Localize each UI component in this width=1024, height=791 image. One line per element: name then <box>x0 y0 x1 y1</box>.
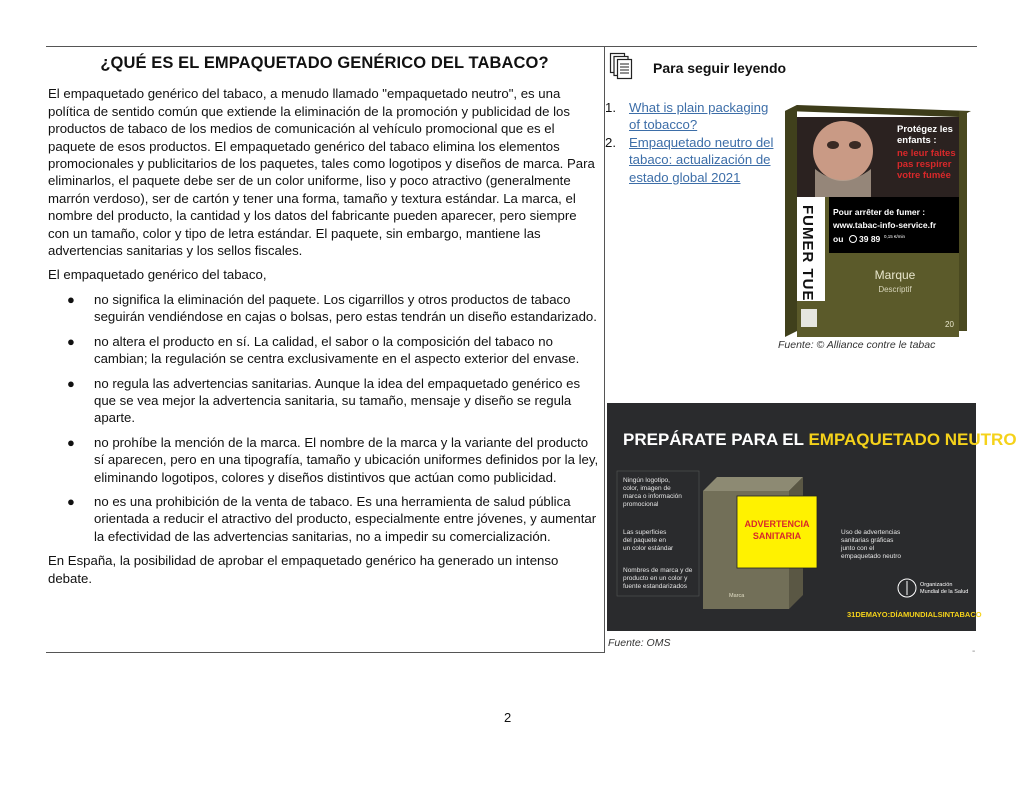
banner-label: un color estándar <box>623 545 674 552</box>
reading-list <box>605 99 777 186</box>
banner-title: PREPÁRATE PARA EL EMPAQUETADO NEUTRO <box>623 430 1017 449</box>
sidebar <box>605 47 1017 653</box>
banner-label: producto en un color y <box>623 575 688 582</box>
banner-footer: 31DEMAYO:DÍAMUNDIALSINTABACO <box>847 610 982 619</box>
further-reading-header <box>609 52 786 80</box>
pack-quit-rate: 0,15 €/min <box>884 234 906 239</box>
pack-count: 20 <box>945 320 954 329</box>
banner-label: Nombres de marca y de <box>623 567 693 574</box>
pack-warning-line: pas respirer <box>897 159 952 170</box>
intro-paragraph: El empaquetado genérico del tabaco, a menudo llamado "empaquetado neutro", es una política de sentido común que extiende la eliminación de la promoción y publicidad de los productos de tabaco de los medios de comunicación al vehículo promocional que es el paquete de esos productos. El empaquetado genérico del tabaco elimina los elementos promocionales y publicitarios de los paquetes, tales como logotipos y diseños de marca. Para eliminarlos, el paquete debe ser de un color uniforme, liso y poco atractivo (generalmente marrón verdoso), ser de cartón y tener una forma, tamaño y textura estándar. La marca, el nombre del producto, la cantidad y los datos del fabricante pueden aparecer, pero siempre con un tamaño, color y tipo de letra estándar. El paquete, sin embargo, mantiene las advertencias sanitarias y los sellos fiscales. <box>48 86 595 259</box>
link-empaquetado-neutro-2021[interactable]: Empaquetado neutro del tabaco: actualización de estado global 2021 <box>629 134 774 185</box>
pack-quit-line: Pour arrêter de fumer : <box>833 207 926 217</box>
page-number: 2 <box>504 710 512 725</box>
banner-warning: SANITARIA <box>752 531 802 541</box>
list-number: 1. <box>605 100 616 115</box>
pack-quit-url: www.tabac-info-service.fr <box>833 220 937 230</box>
bullet-item <box>48 375 601 427</box>
banner-warning: ADVERTENCIA <box>744 519 810 529</box>
banner-box-brand: Marca <box>729 593 745 599</box>
main-column <box>48 52 601 594</box>
banner-label: Las superficies <box>623 529 667 536</box>
pack-descriptor: Descriptif <box>878 285 912 294</box>
pack-brand: Marque <box>874 268 916 282</box>
bullet-text: no regula las advertencias sanitarias. Aunque la idea del empaquetado genérico es que se vea mejor la advertencia sanitaria, su tamaño, mensaje y diseño se regula aparte. <box>94 375 581 426</box>
banner-label: sanitarias gráficas <box>841 537 894 544</box>
photo-source-caption: Fuente: © Alliance contre le tabac <box>778 339 936 351</box>
bullet-dot-icon: ● <box>67 493 75 509</box>
pack-quit-or: ou <box>833 234 844 244</box>
bullet-dot-icon: ● <box>67 434 75 450</box>
link-what-is-plain-packaging[interactable]: What is plain packaging of tobacco? <box>629 100 769 133</box>
banner-label: promocional <box>623 501 659 508</box>
bullet-text: no significa la eliminación del paquete. Los cigarrillos y otros productos de tabaco seguirán vendiéndose en cajas o bolsas, pero estas tendrán un diseño estandarizado. <box>94 291 597 325</box>
plain-pack-photo <box>785 105 971 337</box>
page-title: ¿QUÉ ES EL EMPAQUETADO GENÉRICO DEL TABACO? <box>100 54 549 72</box>
bullet-dot-icon: ● <box>67 333 75 349</box>
documents-icon <box>609 52 633 80</box>
banner-source-caption: Fuente: OMS <box>608 637 671 649</box>
further-reading-title: Para seguir leyendo <box>653 60 787 76</box>
lead-paragraph: El empaquetado genérico del tabaco, <box>48 267 267 283</box>
banner-label: Uso de advertencias <box>841 529 901 536</box>
bullet-item <box>48 493 601 545</box>
bullet-dot-icon: ● <box>67 291 75 307</box>
closing-paragraph: En España, la posibilidad de aprobar el empaquetado genérico ha generado un intenso debate. <box>48 553 559 586</box>
reading-list-item <box>605 134 777 186</box>
pack-quit-phone: 39 89 <box>859 234 881 244</box>
bullet-item <box>48 434 601 486</box>
banner-label: junto con el <box>841 545 875 552</box>
bullet-dot-icon: ● <box>67 375 75 391</box>
who-org-name: Organización <box>920 582 953 588</box>
pack-warning-line: ne leur faites <box>897 148 956 159</box>
pack-side-warning: FUMER TUE <box>799 205 816 302</box>
banner-label: fuente estandarizados <box>623 583 687 590</box>
bullet-text: no altera el producto en sí. La calidad, el sabor o la composición del tabaco no cambian; la regulación se centra exclusivamente en el aspecto exterior del envase. <box>94 333 580 367</box>
banner-label: Ningún logotipo, <box>623 477 670 484</box>
stray-mark: - <box>972 646 976 657</box>
pack-warning-line: enfants : <box>897 135 937 146</box>
bullet-text: no prohíbe la mención de la marca. El nombre de la marca y la variante del producto sí aparecen, pero en una tipografía, tamaño y ubicación uniformes definidos por la ley, eliminando logotipos, colores y diseños distintivos que actúan como publicidad. <box>94 434 599 485</box>
banner-label: empaquetado neutro <box>841 553 901 560</box>
bullet-item <box>48 291 601 326</box>
banner-label: del paquete en <box>623 537 667 544</box>
who-plain-packaging-banner <box>607 403 1017 631</box>
list-number: 2. <box>605 134 616 150</box>
pack-warning-line: votre fumée <box>897 170 951 181</box>
bullet-list <box>48 291 601 545</box>
bottom-rule <box>46 652 605 653</box>
banner-label: marca o información <box>623 493 682 500</box>
bullet-item <box>48 333 601 368</box>
reading-list-item <box>605 99 777 134</box>
bullet-text: no es una prohibición de la venta de tabaco. Es una herramienta de salud pública orientada a reducir el atractivo del producto, especialmente entre jóvenes, y aumentar la efectividad de las advertencias sanitarias, no a impedir su comercialización. <box>94 493 597 544</box>
who-org-name: Mundial de la Salud <box>920 589 969 595</box>
banner-label: color, imagen de <box>623 485 671 492</box>
pack-warning-line: Protégez les <box>897 124 953 135</box>
